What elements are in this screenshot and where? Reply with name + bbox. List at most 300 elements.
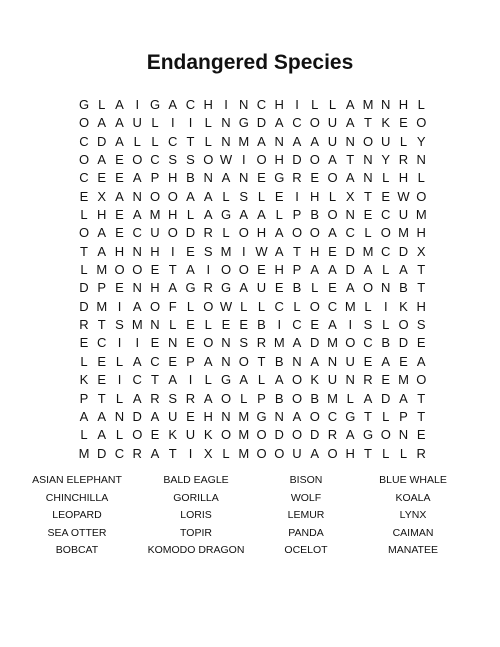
grid-letter: A [132, 353, 142, 369]
grid-letter: M [96, 262, 108, 278]
grid-letter: O [309, 115, 320, 131]
grid-letter: U [398, 207, 409, 223]
grid-letter: N [221, 408, 231, 424]
grid-letter: D [310, 335, 320, 351]
grid-letter: D [292, 152, 302, 168]
grid-letter: T [257, 353, 266, 369]
grid-letter: K [381, 115, 391, 131]
grid-letter: I [170, 115, 175, 131]
grid-letter: O [220, 427, 232, 443]
grid-letter: O [291, 372, 303, 388]
grid-letter: L [382, 445, 390, 461]
grid-letter: A [310, 133, 320, 149]
grid-letter: G [220, 207, 232, 223]
grid-letter: I [295, 188, 299, 204]
grid-letter: A [257, 133, 266, 149]
grid-letter: M [220, 243, 232, 259]
grid-letter: A [150, 408, 160, 424]
grid-row [0, 133, 500, 151]
grid-letter: P [97, 280, 107, 296]
grid-letter: A [292, 335, 302, 351]
grid-letter: L [222, 445, 230, 461]
grid-letter: E [186, 243, 195, 259]
grid-letter: I [170, 243, 175, 259]
grid-letter: L [328, 188, 337, 204]
grid-row [0, 334, 500, 352]
grid-letter: G [220, 280, 232, 296]
grid-letter: T [417, 280, 426, 296]
grid-letter: H [398, 170, 409, 186]
grid-letter: C [114, 445, 125, 461]
grid-letter: T [186, 133, 195, 149]
grid-letter: B [274, 390, 284, 406]
word-list-item: LYNX [399, 509, 427, 521]
grid-row [0, 224, 500, 242]
grid-letter: R [363, 372, 373, 388]
grid-letter: N [345, 207, 355, 223]
grid-letter: D [256, 115, 267, 131]
grid-letter: M [149, 207, 161, 223]
grid-letter: A [257, 207, 266, 223]
grid-letter: A [203, 207, 213, 223]
grid-letter: M [238, 408, 250, 424]
grid-letter: B [186, 170, 195, 186]
grid-letter: W [255, 243, 268, 259]
grid-letter: I [188, 115, 193, 131]
grid-letter: A [97, 408, 107, 424]
grid-letter: O [398, 317, 409, 333]
grid-letter: R [79, 317, 89, 333]
grid-letter: E [186, 317, 195, 333]
grid-letter: U [327, 115, 338, 131]
grid-letter: D [185, 225, 196, 241]
grid-letter: I [188, 445, 193, 461]
grid-letter: L [186, 298, 195, 314]
grid-letter: P [186, 353, 195, 369]
grid-letter: G [362, 427, 374, 443]
grid-letter: N [114, 408, 125, 424]
word-list-item: CAIMAN [392, 526, 434, 539]
grid-letter: B [310, 207, 320, 223]
grid-letter: K [399, 298, 408, 314]
grid-letter: L [115, 390, 124, 406]
grid-letter: O [327, 207, 338, 223]
grid-letter: B [274, 353, 284, 369]
grid-letter: L [80, 427, 88, 443]
grid-letter: L [98, 97, 106, 112]
grid-letter: G [149, 97, 161, 112]
grid-letter: L [328, 97, 337, 112]
grid-letter: I [383, 298, 388, 314]
grid-letter: H [150, 280, 160, 296]
grid-letter: A [239, 207, 249, 223]
grid-letter: O [238, 353, 249, 369]
grid-letter: M [131, 317, 143, 333]
grid-letter: B [292, 280, 302, 296]
grid-letter: E [115, 152, 124, 168]
grid-letter: A [328, 317, 337, 333]
grid-letter: E [381, 188, 391, 204]
grid-letter: L [204, 115, 212, 131]
grid-letter: D [132, 408, 142, 424]
grid-letter: N [221, 335, 231, 351]
grid-letter: G [238, 115, 249, 131]
grid-letter: P [257, 390, 266, 406]
grid-letter: A [381, 353, 391, 369]
grid-letter: G [345, 408, 356, 424]
grid-letter: A [363, 262, 373, 278]
grid-letter: L [204, 372, 212, 388]
grid-letter: E [97, 372, 107, 388]
grid-letter: O [380, 225, 391, 241]
grid-letter: N [132, 280, 142, 296]
grid-letter: D [274, 427, 284, 443]
grid-letter: L [80, 262, 88, 278]
grid-letter: G [274, 170, 285, 186]
grid-letter: T [168, 262, 177, 278]
grid-letter: N [221, 115, 231, 131]
grid-letter: M [238, 133, 250, 149]
grid-letter: M [78, 445, 90, 461]
grid-letter: N [363, 152, 373, 168]
grid-letter: O [167, 225, 178, 241]
grid-letter: O [256, 427, 267, 443]
grid-letter: O [309, 298, 320, 314]
grid-letter: X [97, 188, 107, 204]
grid-letter: H [310, 243, 320, 259]
page-title: Endangered Species [146, 51, 354, 74]
grid-letter: I [348, 317, 353, 333]
grid-letter: M [344, 298, 356, 314]
grid-letter: A [115, 97, 124, 112]
grid-letter: U [327, 133, 338, 149]
grid-row [0, 169, 500, 187]
grid-letter: Y [381, 152, 391, 168]
grid-letter: O [327, 170, 338, 186]
word-list-item: BOBCAT [55, 544, 99, 556]
word-list-item: LEOPARD [52, 509, 102, 521]
grid-letter: A [115, 133, 124, 149]
grid-row [0, 188, 500, 206]
grid-letter: E [150, 262, 160, 278]
grid-letter: E [150, 427, 160, 443]
grid-letter: L [240, 298, 248, 314]
grid-letter: E [115, 207, 124, 223]
grid-letter: A [132, 170, 142, 186]
grid-letter: A [363, 390, 373, 406]
grid-letter: A [97, 225, 107, 241]
grid-letter: O [149, 298, 161, 314]
grid-letter: O [416, 188, 427, 204]
grid-letter: T [417, 262, 426, 278]
word-list-item: WOLF [290, 491, 322, 504]
word-list-item: BALD EAGLE [163, 474, 229, 486]
grid-letter: A [239, 280, 249, 296]
grid-letter: N [327, 353, 338, 369]
grid-letter: A [168, 280, 178, 296]
grid-letter: B [399, 280, 408, 296]
grid-row [0, 353, 500, 371]
grid-letter: I [135, 97, 140, 112]
grid-letter: U [345, 353, 355, 369]
grid-letter: C [97, 335, 107, 351]
grid-letter: S [363, 317, 373, 333]
word-list-item: ASIAN ELEPHANT [32, 474, 122, 486]
grid-letter: E [79, 188, 89, 204]
grid-letter: L [417, 170, 425, 186]
word-list-item: OCELOT [284, 544, 328, 556]
grid-row [0, 96, 500, 114]
grid-letter: D [97, 133, 107, 149]
grid-letter: T [80, 243, 88, 259]
grid-letter: O [345, 335, 356, 351]
grid-letter: L [417, 97, 425, 112]
grid-letter: P [292, 207, 302, 223]
grid-letter: S [186, 152, 195, 168]
grid-letter: D [381, 390, 391, 406]
grid-letter: L [399, 133, 408, 149]
grid-letter: A [97, 152, 107, 168]
grid-letter: H [398, 97, 409, 112]
grid-letter: L [151, 115, 159, 131]
grid-letter: C [185, 97, 196, 112]
grid-letter: O [132, 427, 143, 443]
grid-letter: T [346, 152, 355, 168]
grid-letter: O [238, 225, 249, 241]
grid-letter: C [132, 225, 142, 241]
grid-row [0, 151, 500, 169]
word-list-item: BISON [289, 474, 323, 486]
grid-letter: E [186, 335, 195, 351]
grid-letter: A [186, 262, 195, 278]
grid-letter: O [291, 225, 303, 241]
word-list-item: BLUE WHALE [379, 474, 447, 486]
grid-letter: O [203, 335, 214, 351]
grid-letter: A [310, 262, 320, 278]
grid-letter: T [97, 317, 106, 333]
grid-letter: D [79, 298, 89, 314]
grid-letter: U [132, 115, 142, 131]
grid-letter: O [78, 225, 90, 241]
grid-letter: H [416, 225, 426, 241]
grid-letter: U [185, 427, 196, 443]
grid-letter: N [239, 97, 249, 112]
grid-letter: N [132, 243, 142, 259]
grid-row [0, 426, 500, 444]
grid-letter: C [292, 317, 302, 333]
grid-letter: A [115, 115, 124, 131]
grid-letter: N [239, 170, 249, 186]
grid-letter: A [328, 225, 337, 241]
grid-letter: A [399, 390, 408, 406]
grid-row [0, 445, 500, 463]
grid-letter: M [362, 97, 374, 112]
grid-letter: N [168, 335, 178, 351]
grid-letter: A [132, 390, 142, 406]
grid-letter: R [203, 225, 213, 241]
grid-letter: O [78, 152, 90, 168]
grid-letter: L [222, 225, 230, 241]
grid-letter: E [257, 170, 266, 186]
grid-letter: L [311, 280, 319, 296]
grid-letter: H [114, 243, 125, 259]
grid-letter: C [79, 170, 89, 186]
grid-letter: I [117, 372, 122, 388]
grid-letter: L [204, 133, 212, 149]
grid-letter: O [274, 445, 285, 461]
grid-letter: A [221, 170, 231, 186]
grid-letter: L [257, 188, 266, 204]
grid-letter: O [114, 262, 125, 278]
grid-letter: L [204, 317, 212, 333]
grid-letter: A [203, 188, 213, 204]
grid-letter: R [150, 390, 160, 406]
grid-letter: O [256, 152, 267, 168]
word-list-item: SEA OTTER [47, 526, 107, 539]
grid-letter: N [221, 353, 231, 369]
grid-letter: A [292, 408, 302, 424]
grid-letter: E [399, 115, 408, 131]
grid-letter: R [203, 280, 213, 296]
word-list-item: LEMUR [287, 509, 325, 521]
grid-letter: L [80, 207, 88, 223]
grid-letter: T [364, 408, 372, 424]
grid-letter: I [117, 335, 122, 351]
grid-letter: A [328, 152, 337, 168]
grid-letter: D [398, 243, 409, 259]
grid-letter: M [398, 372, 409, 388]
grid-letter: N [274, 408, 284, 424]
grid-letter: E [257, 262, 266, 278]
grid-letter: G [185, 280, 196, 296]
grid-letter: E [79, 335, 89, 351]
grid-letter: U [168, 408, 178, 424]
grid-row [0, 390, 500, 408]
grid-letter: H [150, 243, 160, 259]
grid-letter: R [132, 445, 142, 461]
grid-letter: E [274, 188, 284, 204]
grid-letter: A [150, 445, 160, 461]
grid-letter: C [381, 207, 391, 223]
grid-letter: N [292, 353, 302, 369]
word-list-item: PANDA [288, 526, 324, 539]
grid-row [0, 408, 500, 426]
grid-letter: O [220, 262, 232, 278]
grid-letter: O [167, 188, 178, 204]
grid-letter: A [274, 115, 284, 131]
grid-letter: I [224, 97, 228, 112]
grid-letter: L [293, 298, 301, 314]
grid-letter: X [203, 445, 213, 461]
grid-letter: O [380, 427, 391, 443]
grid-letter: H [274, 152, 284, 168]
grid-letter: L [115, 427, 124, 443]
grid-letter: I [241, 243, 246, 259]
word-list-item: MANATEE [388, 544, 438, 556]
grid-letter: A [203, 390, 213, 406]
grid-letter: E [221, 317, 231, 333]
grid-letter: D [97, 445, 107, 461]
grid-letter: A [115, 188, 124, 204]
grid-letter: L [382, 317, 390, 333]
grid-letter: O [291, 427, 303, 443]
grid-letter: A [97, 243, 107, 259]
grid-letter: A [399, 262, 408, 278]
grid-row [0, 298, 500, 316]
grid-letter: L [257, 372, 266, 388]
grid-letter: U [256, 280, 267, 296]
grid-letter: L [186, 207, 195, 223]
grid-letter: B [310, 390, 320, 406]
grid-letter: C [274, 298, 284, 314]
grid-letter: A [345, 280, 355, 296]
grid-letter: K [79, 372, 89, 388]
grid-row [0, 243, 500, 261]
grid-letter: C [79, 133, 89, 149]
word-list-item: GORILLA [173, 491, 219, 504]
grid-letter: T [97, 390, 106, 406]
grid-letter: A [203, 353, 213, 369]
grid-row [0, 114, 500, 132]
grid-letter: E [186, 408, 195, 424]
grid-letter: E [310, 317, 320, 333]
grid-letter: O [309, 408, 320, 424]
grid-letter: W [219, 152, 233, 168]
grid-letter: L [364, 298, 372, 314]
grid-letter: N [221, 133, 231, 149]
grid-letter: R [416, 445, 426, 461]
grid-letter: Y [416, 133, 426, 149]
grid-letter: H [274, 97, 284, 112]
grid-letter: E [399, 353, 408, 369]
grid-letter: C [256, 97, 267, 112]
grid-letter: S [416, 317, 426, 333]
grid-letter: A [132, 207, 142, 223]
grid-letter: L [311, 97, 319, 112]
grid-letter: G [220, 372, 232, 388]
grid-letter: M [238, 427, 250, 443]
grid-letter: C [345, 225, 355, 241]
grid-letter: A [292, 133, 302, 149]
grid-letter: N [132, 188, 142, 204]
grid-letter: H [168, 207, 178, 223]
grid-letter: F [168, 298, 177, 314]
grid-letter: E [363, 207, 373, 223]
grid-letter: L [257, 298, 266, 314]
grid-row [0, 316, 500, 334]
grid-letter: X [416, 243, 426, 259]
grid-letter: W [219, 298, 233, 314]
grid-letter: M [327, 390, 338, 406]
grid-letter: H [416, 298, 426, 314]
grid-letter: H [256, 225, 267, 241]
grid-letter: N [381, 97, 391, 112]
grid-letter: L [240, 390, 248, 406]
grid-letter: N [416, 152, 426, 168]
grid-letter: E [115, 280, 124, 296]
grid-letter: N [345, 133, 355, 149]
grid-letter: I [277, 317, 282, 333]
grid-letter: N [398, 427, 409, 443]
grid-letter: L [346, 390, 354, 406]
grid-letter: O [149, 188, 161, 204]
grid-letter: S [239, 335, 249, 351]
grid-letter: A [274, 225, 284, 241]
grid-letter: G [256, 408, 267, 424]
grid-letter: N [363, 170, 373, 186]
grid-letter: T [293, 243, 301, 259]
grid-letter: A [310, 353, 320, 369]
